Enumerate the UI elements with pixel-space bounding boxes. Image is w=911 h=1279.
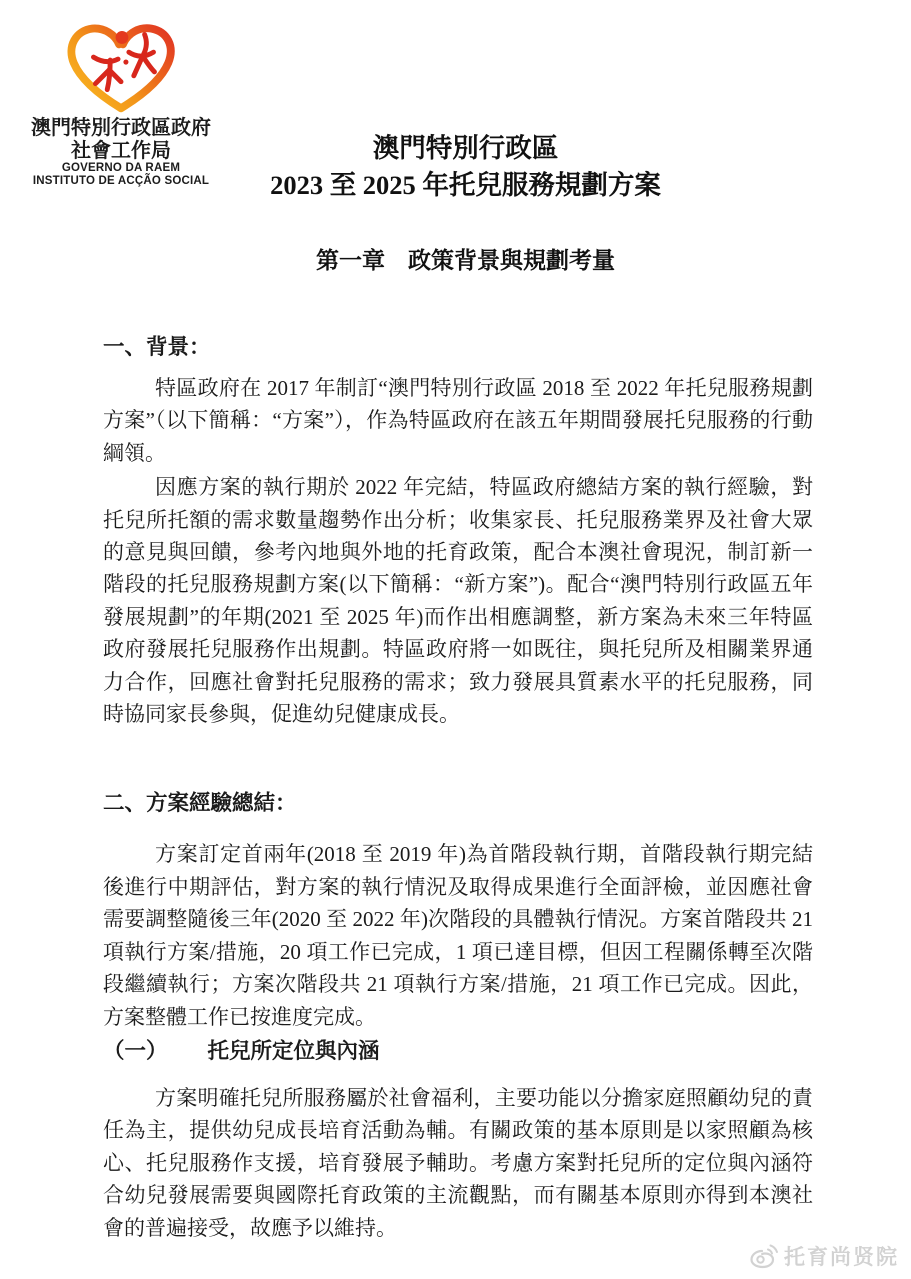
- watermark: [749, 1241, 899, 1271]
- subsection-1-heading: [103, 1035, 813, 1068]
- watermark-text: 托育尚贤院: [784, 1246, 899, 1269]
- section-2-heading: 二、方案經驗總結：: [103, 791, 297, 816]
- section-1-heading: 一、背景：: [103, 335, 211, 359]
- document-title: [103, 130, 828, 204]
- section-2-paragraph-1: 方案訂定首兩年(2018 至 2019 年)為首階段執行期，首階段執行期完結後進行中期評估，對方案的執行情況及取得成果進行全面評檢，並因應社會需要調整隨後三年(2020 至 2022 年)次階段的具體執行情況。方案首階段共 21 項執行方案/措施，20 項工作已完成，1 項已達目標，但因工程關係轉至次階段繼續執行；方案次階段共 21 項執行方案/措施，21 項工作已完成。因此，方案整體工作已按進度完成。: [103, 842, 813, 1029]
- section-1-paragraph-1: 特區政府在 2017 年制訂“澳門特別行政區 2018 至 2022 年托兒服務規劃方案”（以下簡稱：“方案”），作為特區政府在該五年期間發展托兒服務的行動綱領。: [103, 376, 813, 465]
- org-name-pt-line2: INSTITUTO DE ACÇÃO SOCIAL: [32, 175, 210, 187]
- org-name-zh-line1: 澳門特別行政區政府: [31, 117, 211, 139]
- org-name-zh-line2: 社會工作局: [71, 139, 171, 162]
- subsection-1-paragraph-1: 方案明確托兒所服務屬於社會福利，主要功能以分擔家庭照顧幼兒的責任為主，提供幼兒成長培育活動為輔。有關政策的基本原則是以家照顧為核心、托兒服務作支援，培育發展予輔助。考慮方案對托兒所的定位與內涵符合幼兒發展需要與國際托育政策的主流觀點，而有關基本原則亦得到本澳社會的普遍接受，故應予以維持。: [103, 1085, 813, 1240]
- heart-logo-icon: [60, 12, 182, 116]
- document-title-line1: 澳門特別行政區: [372, 133, 559, 163]
- section-1-paragraph-2: 因應方案的執行期於 2022 年完結，特區政府總結方案的執行經驗，對托兒所托額的需求數量趨勢作出分析；收集家長、托兒服務業界及社會大眾的意見與回饋，參考內地與外地的托育政策，配合本澳社會現況，制訂新一階段的托兒服務規劃方案(以下簡稱：“新方案”)。配合“澳門特別行政區五年發展規劃”的年期(2021 至 2025 年)而作出相應調整，新方案為未來三年特區政府發展托兒服務作出規劃。特區政府將一如既往，與托兒所及相關業界通力合作，回應社會對托兒服務的需求；致力發展具質素水平的托兒服務，同時協同家長參與，促進幼兒健康成長。: [103, 475, 813, 727]
- subsection-1-number: （一）: [103, 1038, 168, 1063]
- chapter-heading: 第一章 政策背景與規劃考量: [316, 248, 615, 273]
- weibo-icon: [749, 1243, 779, 1270]
- org-name-pt-line1: GOVERNO DA RAEM: [61, 162, 181, 174]
- subsection-1-title: 托兒所定位與內涵: [207, 1038, 380, 1063]
- document-body: [103, 331, 813, 1244]
- document-title-line2: 2023 至 2025 年托兒服務規劃方案: [270, 170, 661, 200]
